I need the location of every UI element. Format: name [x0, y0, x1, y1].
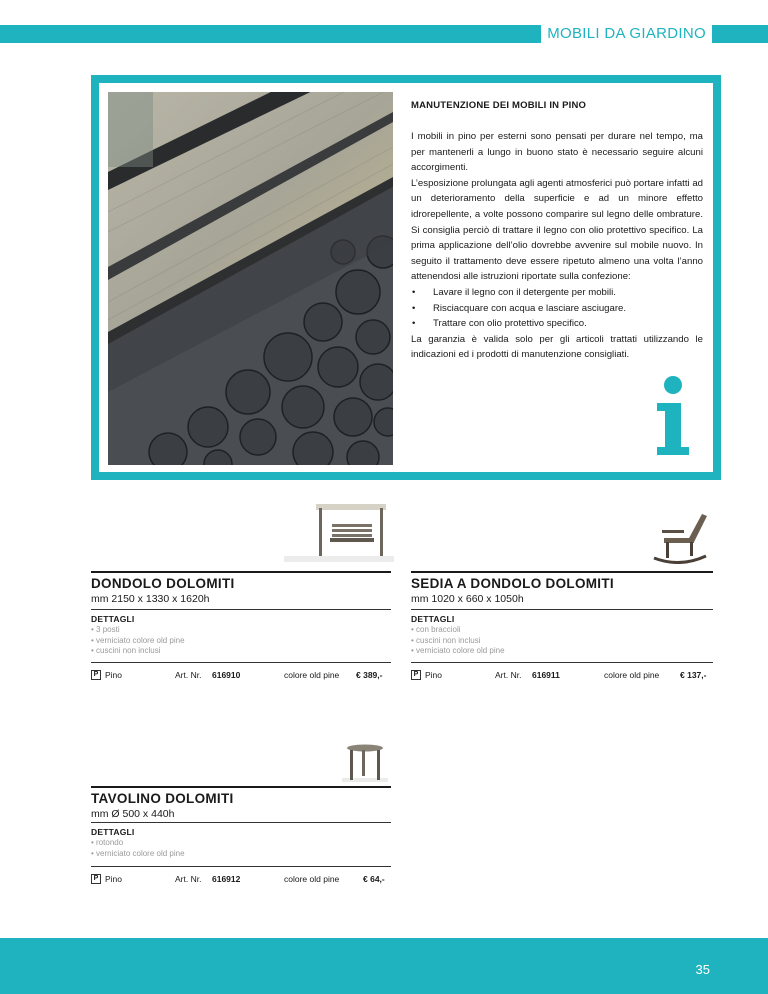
porch-swing-image	[284, 500, 394, 562]
info-bullet-list	[411, 285, 703, 332]
product-color: colore old pine	[284, 670, 340, 680]
info-text	[411, 129, 703, 363]
product-color: colore old pine	[284, 874, 340, 884]
product-divider	[91, 866, 391, 867]
product-divider	[91, 822, 391, 823]
art-label: Art. Nr.	[495, 670, 522, 680]
wood-texture-photo	[108, 92, 393, 465]
info-heading: MANUTENZIONE DEI MOBILI IN PINO	[411, 100, 587, 111]
rocking-chair-image	[650, 512, 712, 564]
side-table-image	[342, 742, 388, 782]
wood-texture-illustration	[108, 92, 393, 465]
detail-item: • cuscini non inclusi	[91, 646, 185, 657]
product-price: € 137,-	[680, 670, 707, 680]
product-dimensions: mm 1020 x 660 x 1050h	[411, 593, 524, 605]
product-divider	[91, 609, 391, 610]
material: Pino	[105, 670, 123, 680]
product-dimensions: mm Ø 500 x 440h	[91, 808, 175, 820]
product-divider	[411, 662, 713, 663]
product-divider	[411, 609, 713, 610]
details-list	[411, 625, 505, 657]
art-label: Art. Nr.	[175, 874, 202, 884]
detail-item: • cuscini non inclusi	[411, 636, 505, 647]
page-number: 35	[695, 962, 710, 977]
art-number: 616912	[212, 874, 241, 884]
detail-item: • verniciato colore old pine	[91, 636, 185, 647]
product-color: colore old pine	[604, 670, 660, 680]
product-name: TAVOLINO DOLOMITI	[91, 791, 234, 806]
art-number: 616910	[212, 670, 241, 680]
product-dimensions: mm 2150 x 1330 x 1620h	[91, 593, 210, 605]
info-paragraph-1: I mobili in pino per esterni sono pensati per durare nel tempo, ma per mantenerli a lungo in buono stato è necessario seguire alcuni accorgimenti.	[411, 131, 703, 174]
info-icon	[651, 375, 695, 459]
material-badge: P	[411, 670, 421, 680]
product-rule	[411, 571, 713, 573]
maintenance-info-box	[91, 75, 721, 480]
product-rule	[91, 786, 391, 788]
info-bullet: • Trattare con olio protettivo specifico.	[411, 316, 703, 332]
product-name: DONDOLO DOLOMITI	[91, 576, 235, 591]
material-badge: P	[91, 874, 101, 884]
detail-item: • con braccioli	[411, 625, 505, 636]
art-number: 616911	[532, 670, 560, 680]
info-paragraph-2: L’esposizione prolungata agli agenti atmosferici può portare infatti ad un deterioramento della superficie e ad un minore effetto idrorepellente, a volte possono comparire sul legno delle ombrature. Si consiglia perciò di trattare il legno con olio protettivo specifico. La prima applicazione dell’olio dovrebbe avvenire sul mobile nuovo. In seguito il trattamento deve essere ripetuto almeno una volta l’anno attenendosi alle istruzioni riportate sulla confezione:	[411, 177, 703, 283]
info-bullet: • Lavare il legno con il detergente per mobili.	[411, 285, 703, 301]
product-price: € 389,-	[356, 670, 383, 680]
product-rule	[91, 571, 391, 573]
material: Pino	[105, 874, 123, 884]
product-divider	[91, 662, 391, 663]
material-badge: P	[91, 670, 101, 680]
details-list	[91, 625, 185, 657]
art-label: Art. Nr.	[175, 670, 202, 680]
details-label: DETTAGLI	[91, 827, 135, 837]
footer-band	[0, 938, 768, 994]
info-bullet: • Risciacquare con acqua e lasciare asciugare.	[411, 301, 703, 317]
details-label: DETTAGLI	[91, 614, 135, 624]
details-label: DETTAGLI	[411, 614, 455, 624]
detail-item: • verniciato colore old pine	[411, 646, 505, 657]
detail-item: • rotondo	[91, 838, 185, 849]
section-title: MOBILI DA GIARDINO	[541, 22, 712, 46]
material: Pino	[425, 670, 443, 680]
header-band-end	[714, 25, 768, 43]
detail-item: • 3 posti	[91, 625, 185, 636]
product-name: SEDIA A DONDOLO DOLOMITI	[411, 576, 614, 591]
detail-item: • verniciato colore old pine	[91, 849, 185, 860]
info-paragraph-3: La garanzia è valida solo per gli articoli trattati utilizzando le indicazioni ed i prodotti di manutenzione consigliati.	[411, 333, 703, 361]
details-list	[91, 838, 185, 859]
product-price: € 64,-	[363, 874, 385, 884]
